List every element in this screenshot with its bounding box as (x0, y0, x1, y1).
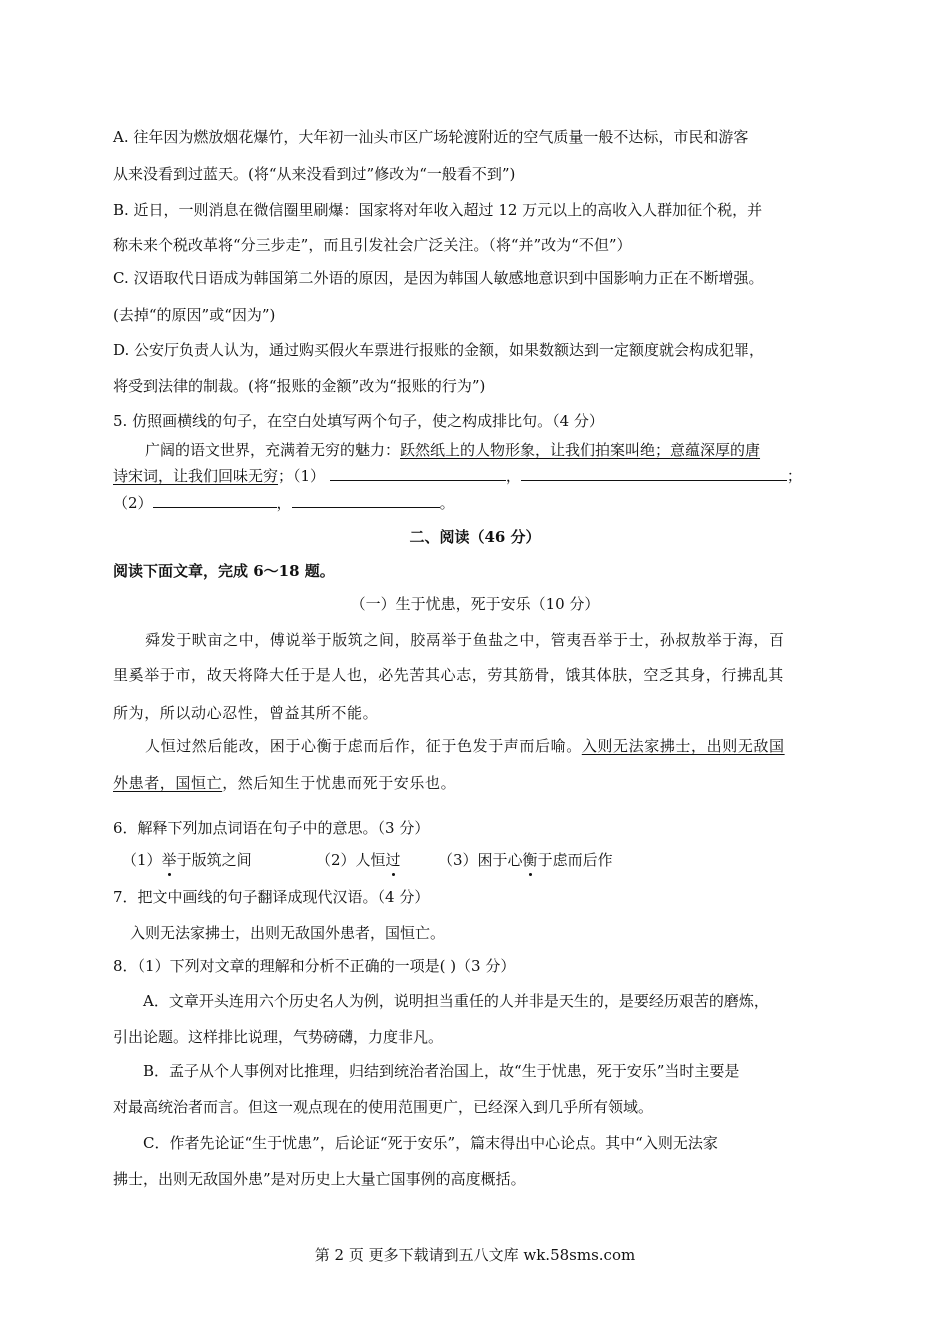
q5-paragraph-line1 (145, 440, 760, 460)
q6-item-1-label: （1） (122, 851, 162, 869)
q6-item-3 (438, 850, 613, 870)
q4-option-b-line1: B. 近日，一则消息在微信圈里刷爆：国家将对年收入超过 12 万元以上的高收入人群加征个税，并 (113, 201, 763, 219)
q7-stem: 7．把文中画线的句子翻译成现代汉语。（4 分） (113, 888, 430, 906)
q4-option-c-line1: C. 汉语取代日语成为韩国第二外语的原因，是因为韩国人敏感地意识到中国影响力正在不断增强。 (113, 269, 764, 287)
q5-blank-2a[interactable] (153, 493, 277, 508)
q5-paragraph-line2 (113, 466, 802, 486)
q5-blank-2b[interactable] (292, 493, 440, 508)
passage-line2: 里奚举于市，故天将降大任于是人也，必先苦其心志，劳其筋骨，饿其体肤，空乏其身，行拂乱其 (113, 666, 784, 684)
q5-blank2-label: （2） (113, 494, 153, 512)
q7-sentence: 入则无法家拂士，出则无敌国外患者，国恒亡。 (130, 924, 446, 942)
q8-option-a-line1: A．文章开头连用六个历史名人为例，说明担当重任的人并非是天生的，是要经历艰苦的磨炼， (143, 992, 769, 1010)
q6-item-2 (316, 850, 401, 870)
passage-line5-text: ，然后知生于忧患而死于安乐也。 (222, 774, 457, 792)
q5-underlined-example-cont: 诗宋词，让我们回味无穷 (113, 467, 279, 485)
passage-line3: 所为，所以动心忍性，曾益其所不能。 (113, 704, 379, 722)
q5-blank-1b[interactable] (521, 466, 787, 481)
q5-paragraph-line3 (113, 493, 455, 513)
q4-option-a-line1: A. 往年因为燃放烟花爆竹，大年初一汕头市区广场轮渡附近的空气质量一般不达标，市民和游客 (113, 128, 749, 146)
passage-line4 (145, 736, 785, 756)
q8-stem: 8．（1）下列对文章的理解和分析不正确的一项是( )（3 分） (113, 957, 516, 975)
q6-dotted-word-2: 过 (385, 851, 401, 869)
q4-option-c-line2: (去掉“的原因”或“因为”) (113, 306, 276, 324)
q6-stem: 6．解释下列加点词语在句子中的意思。（3 分） (113, 819, 430, 837)
q5-period: 。 (439, 494, 455, 512)
passage-title: （一）生于忧患，死于安乐（10 分） (350, 595, 600, 613)
q5-blank1-label: ；（1） (278, 467, 326, 485)
q6-dotted-word-3: 衡 (522, 851, 538, 869)
passage-line4-text: 人恒过然后能改，困于心衡于虑而后作，征于色发于声而后喻。 (145, 737, 582, 755)
q8-option-b-line2: 对最高统治者而言。但这一观点现在的使用范围更广，已经深入到几乎所有领域。 (113, 1098, 654, 1116)
q6-item-2-text: （2）人恒 (316, 851, 386, 869)
passage-line5 (113, 773, 456, 793)
q6-item-1-text: 于版筑之间 (176, 851, 252, 869)
q5-comma: ， (505, 467, 521, 485)
q8-option-c-line1: C．作者先论证“生于忧患”，后论证“死于安乐”，篇末得出中心论点。其中“入则无法家 (143, 1134, 718, 1152)
q5-comma-2: ， (276, 494, 292, 512)
page-footer: 第 2 页 更多下载请到五八文库 wk.58sms.com (314, 1246, 636, 1264)
q4-option-d-line2: 将受到法律的制裁。(将“报账的金额”改为“报账的行为”) (113, 377, 486, 395)
q6-item-1 (122, 850, 252, 870)
q4-option-a-line2: 从来没看到过蓝天。(将“从来没看到过”修改为“一般看不到”) (113, 165, 516, 183)
q6-item-3-text: 于虑而后作 (537, 851, 613, 869)
q5-stem: 5. 仿照画横线的句子，在空白处填写两个句子，使之构成排比句。（4 分） (113, 412, 604, 430)
section-instruction: 阅读下面文章，完成 6～18 题。 (113, 562, 335, 580)
q4-option-b-line2: 称未来个税改革将“分三步走”，而且引发社会广泛关注。（将“并”改为“不但”） (113, 236, 632, 254)
q5-blank-1a[interactable] (330, 466, 506, 481)
q6-dotted-word-1: 举 (161, 851, 177, 869)
q6-item-3-label: （3）困于心 (438, 851, 523, 869)
q5-underlined-example: 跃然纸上的人物形象，让我们拍案叫绝；意蕴深厚的唐 (400, 441, 761, 459)
q5-intro-text: 广阔的语文世界，充满着无穷的魅力： (145, 441, 401, 459)
passage-line1: 舜发于畎亩之中，傅说举于版筑之间，胶鬲举于鱼盐之中，管夷吾举于士，孙叔敖举于海，百 (145, 631, 785, 649)
q4-option-d-line1: D. 公安厅负责人认为，通过购买假火车票进行报账的金额，如果数额达到一定额度就会构成犯罪， (113, 341, 765, 359)
passage-underlined-sentence-cont: 外患者，国恒亡 (113, 774, 223, 792)
q8-option-a-line2: 引出论题。这样排比说理，气势磅礴，力度非凡。 (113, 1028, 444, 1046)
section-title: 二、阅读（46 分） (409, 528, 541, 546)
q8-option-c-line2: 拂士，出则无敌国外患”是对历史上大量亡国事例的高度概括。 (113, 1170, 526, 1188)
q5-semicolon: ； (786, 467, 802, 485)
passage-underlined-sentence: 入则无法家拂士，出则无敌国 (581, 737, 785, 755)
q8-option-b-line1: B．孟子从个人事例对比推理，归结到统治者治国上，故“生于忧患，死于安乐”当时主要是 (143, 1062, 740, 1080)
